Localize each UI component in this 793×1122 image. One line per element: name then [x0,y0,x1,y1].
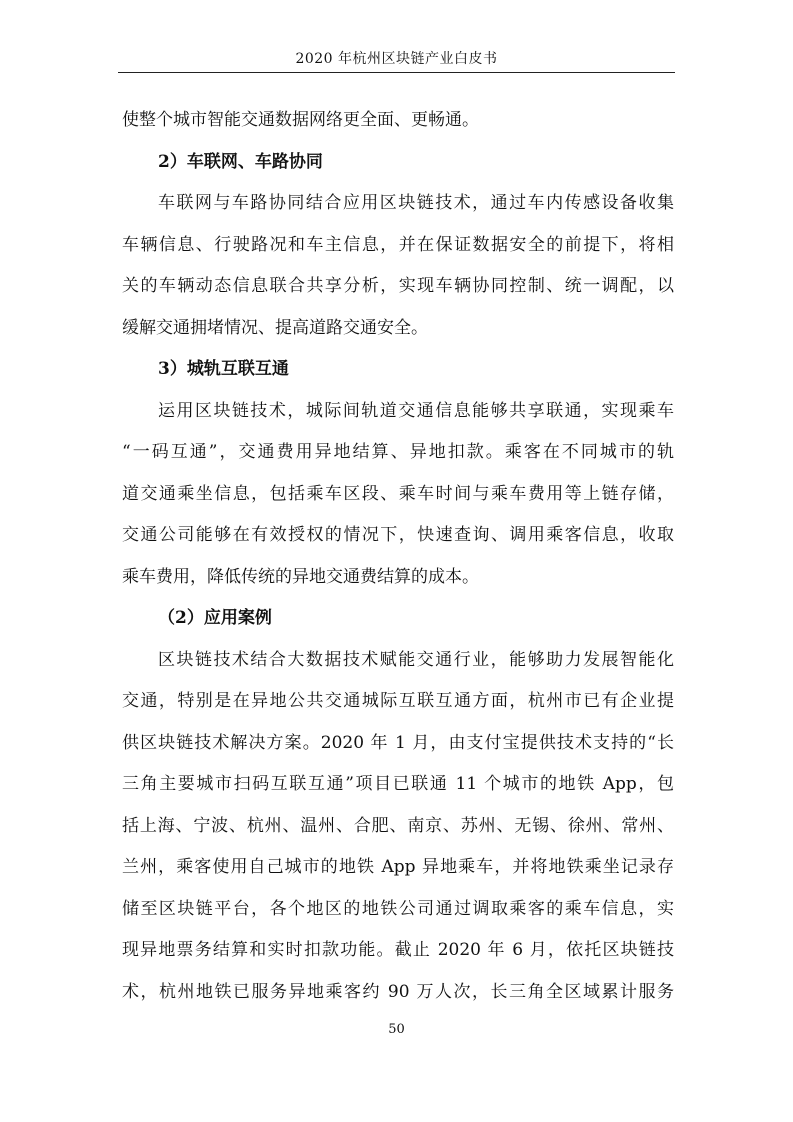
text-line: 运用区块链技术，城际间轨道交通信息能够共享联通，实现乘车 [158,400,674,421]
text-line: 供区块链技术解决方案。2020 年 1 月，由支付宝提供技术支持的“长 [122,732,674,753]
text-line: “一码互通”，交通费用异地结算、异地扣款。乘客在不同城市的轨 [122,442,674,462]
text-line: 术，杭州地铁已服务异地乘客约 90 万人次，长三角全区域累计服务 [122,981,674,1002]
text-line: 关的车辆动态信息联合共享分析，实现车辆协同控制、统一调配，以 [122,276,674,296]
text-line: 车联网与车路协同结合应用区块链技术，通过车内传感设备收集 [158,193,674,213]
text-line: 道交通乘坐信息，包括乘车区段、乘车时间与乘车费用等上链存储， [122,483,674,504]
document-body [122,100,674,1013]
header-divider [118,72,675,73]
text-line: 交通公司能够在有效授权的情况下，快速查询、调用乘客信息，收取 [122,525,674,545]
page-header-title: 2020 年杭州区块链产业白皮书 [295,51,498,67]
text-line: 交通，特别是在异地公共交通城际互联互通方面，杭州市已有企业提 [122,691,674,711]
text-line: 三角主要城市扫码互联互通”项目已联通 11 个城市的地铁 App，包 [122,774,674,794]
text-line: 使整个城市智能交通数据网络更全面、更畅通。 [122,110,479,130]
text-line: 括上海、宁波、杭州、温州、合肥、南京、苏州、无锡、徐州、常州、 [122,815,674,836]
section-heading: 3）城轨互联互通 [158,359,289,379]
text-line: 乘车费用，降低传统的异地交通费结算的成本。 [122,566,479,587]
text-line: 区块链技术结合大数据技术赋能交通行业，能够助力发展智能化 [158,649,674,670]
text-line: 兰州，乘客使用自己城市的地铁 App 异地乘车，并将地铁乘坐记录存 [122,857,674,877]
text-line: 缓解交通拥堵情况、提高道路交通安全。 [122,317,428,338]
text-line: 现异地票务结算和实时扣款功能。截止 2020 年 6 月，依托区块链技 [122,940,674,960]
page-number: 50 [388,1022,405,1037]
section-heading: 2）车联网、车路协同 [158,151,323,172]
text-line: 车辆信息、行驶路况和车主信息，并在保证数据安全的前提下，将相 [122,234,674,255]
section-heading: （2）应用案例 [158,608,272,628]
text-line: 储至区块链平台，各个地区的地铁公司通过调取乘客的乘车信息，实 [122,898,674,919]
